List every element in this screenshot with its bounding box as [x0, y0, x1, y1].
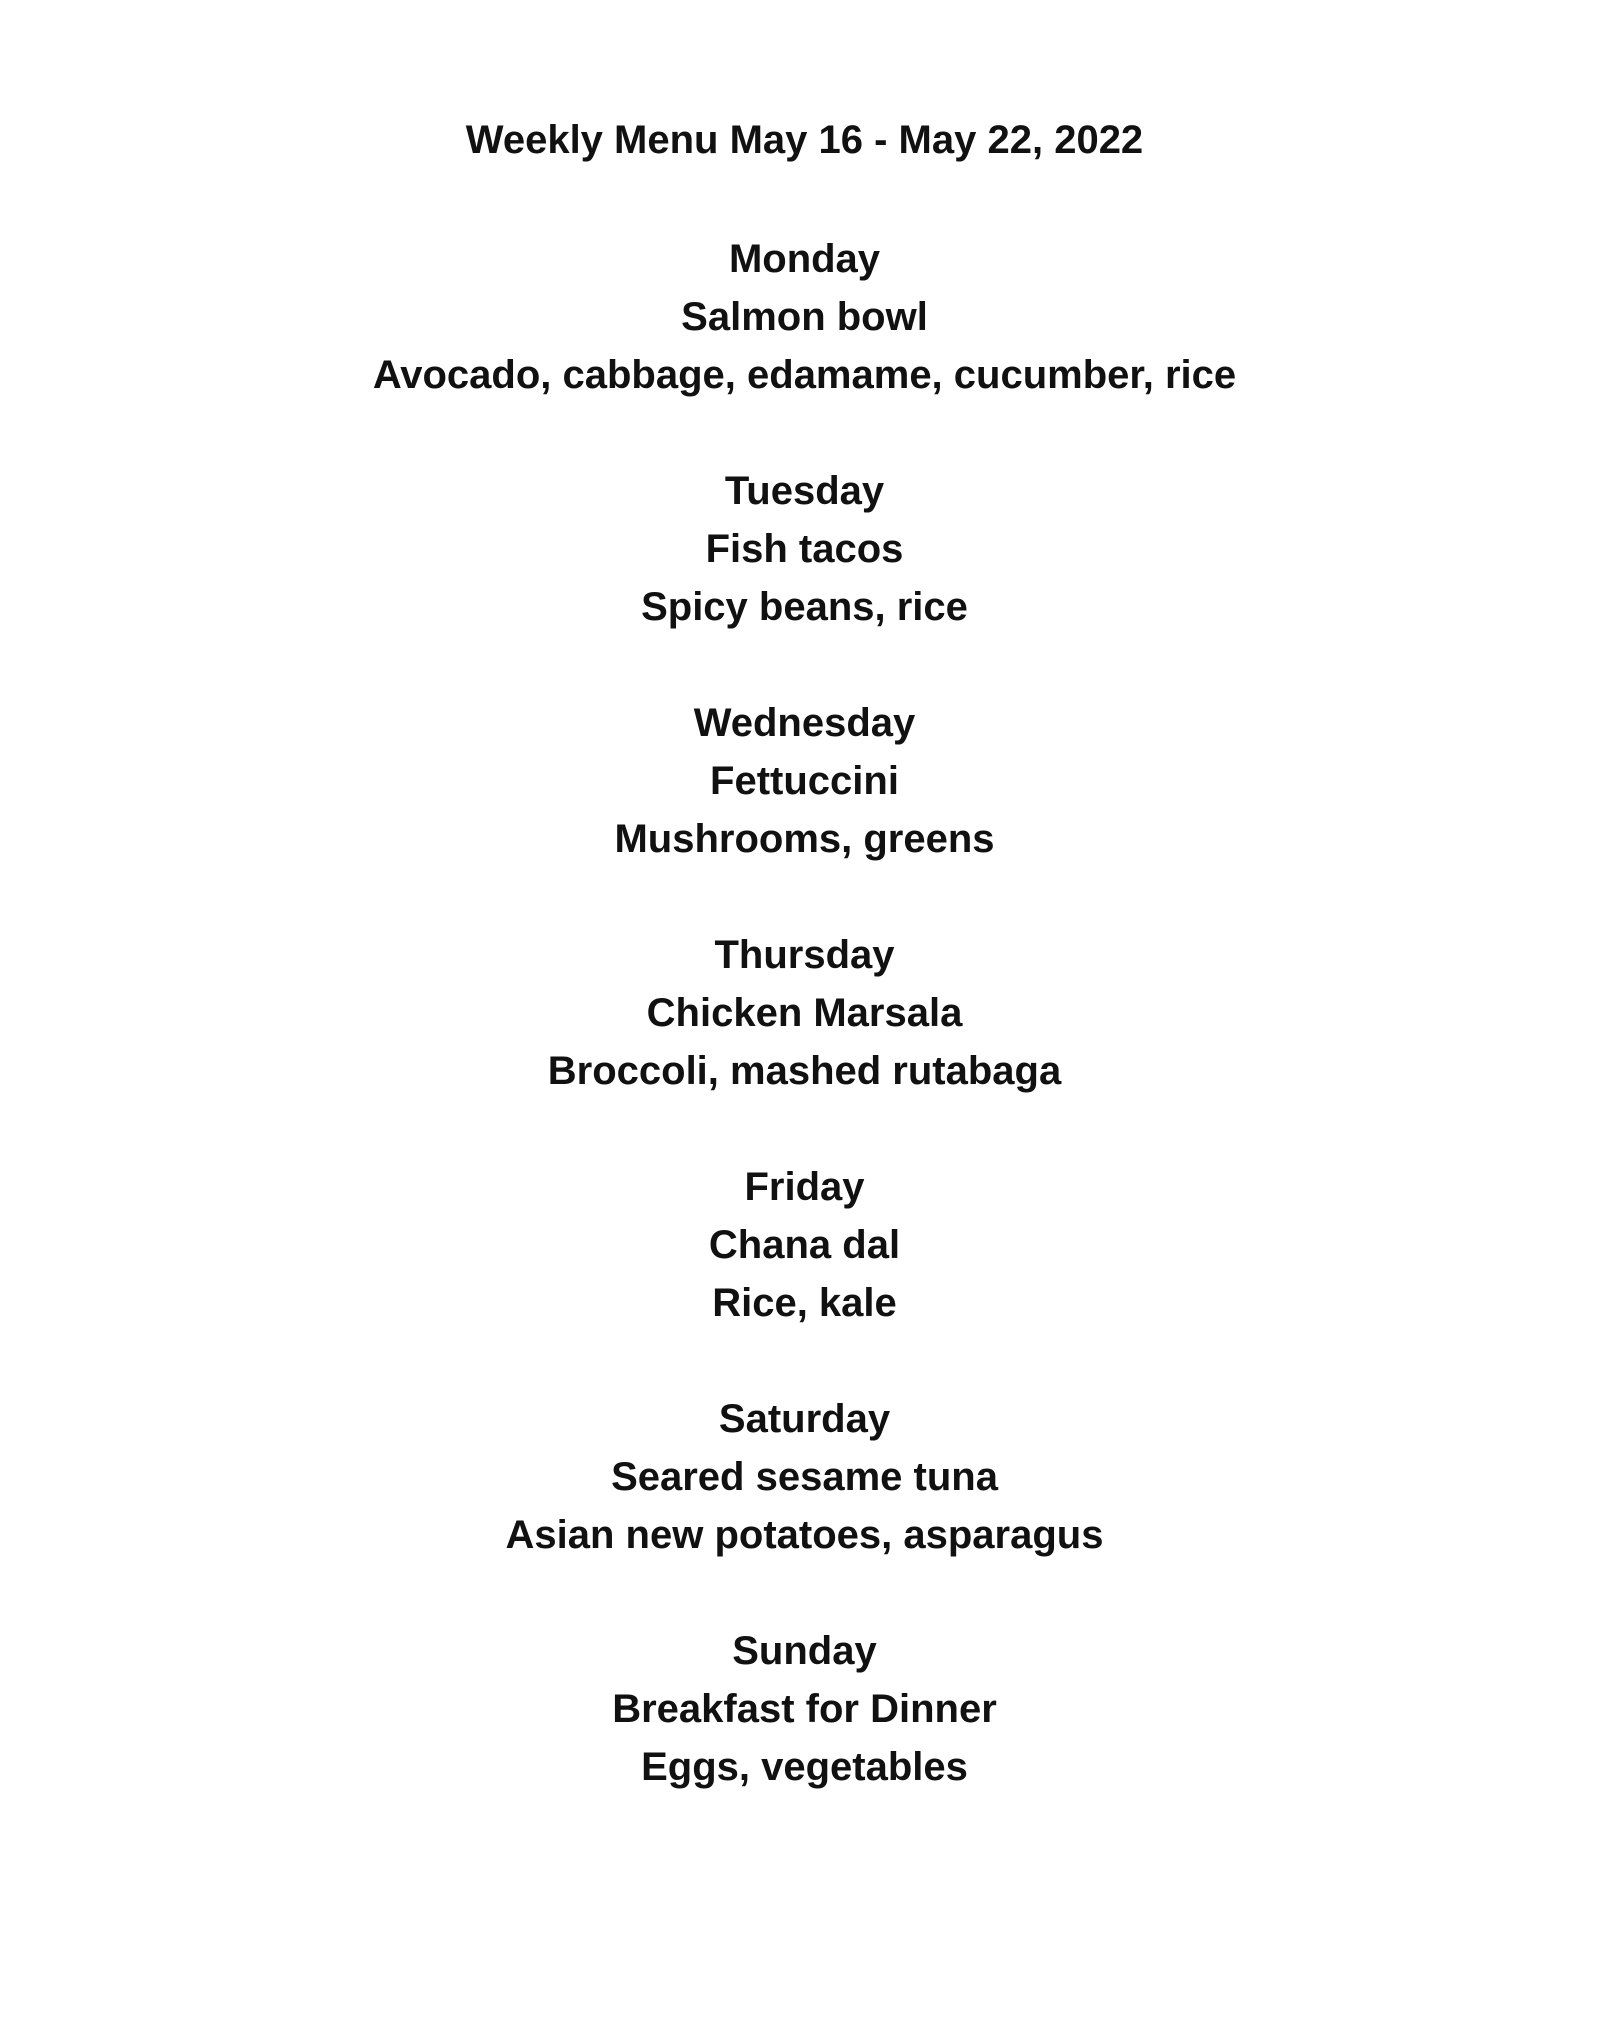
- menu-title: Weekly Menu May 16 - May 22, 2022: [465, 118, 1144, 162]
- dish-name: Chicken Marsala: [646, 991, 963, 1035]
- day-block-friday: [0, 1158, 1609, 1332]
- dish-sides: Asian new potatoes, asparagus: [505, 1513, 1104, 1557]
- dish-name: Fish tacos: [705, 527, 904, 571]
- dish-sides: Avocado, cabbage, edamame, cucumber, rice: [372, 353, 1237, 397]
- day-name: Thursday: [714, 933, 895, 977]
- dish-name: Seared sesame tuna: [611, 1455, 998, 1499]
- dish-sides: Eggs, vegetables: [641, 1745, 968, 1789]
- day-name: Saturday: [718, 1397, 891, 1441]
- dish-sides: Rice, kale: [712, 1281, 897, 1325]
- day-block-monday: [0, 230, 1609, 404]
- day-block-saturday: [0, 1390, 1609, 1564]
- day-name: Tuesday: [724, 469, 885, 513]
- day-name: Monday: [728, 237, 881, 281]
- dish-name: Chana dal: [708, 1223, 901, 1267]
- dish-sides: Broccoli, mashed rutabaga: [547, 1049, 1062, 1093]
- day-name: Wednesday: [693, 701, 916, 745]
- dish-name: Salmon bowl: [681, 295, 928, 339]
- day-name: Friday: [744, 1165, 865, 1209]
- day-block-tuesday: [0, 462, 1609, 636]
- dish-sides: Spicy beans, rice: [641, 585, 968, 629]
- dish-name: Fettuccini: [710, 759, 899, 803]
- day-block-wednesday: [0, 694, 1609, 868]
- dish-sides: Mushrooms, greens: [614, 817, 995, 861]
- day-block-thursday: [0, 926, 1609, 1100]
- dish-name: Breakfast for Dinner: [612, 1687, 997, 1731]
- day-name: Sunday: [732, 1629, 877, 1673]
- day-block-sunday: [0, 1622, 1609, 1796]
